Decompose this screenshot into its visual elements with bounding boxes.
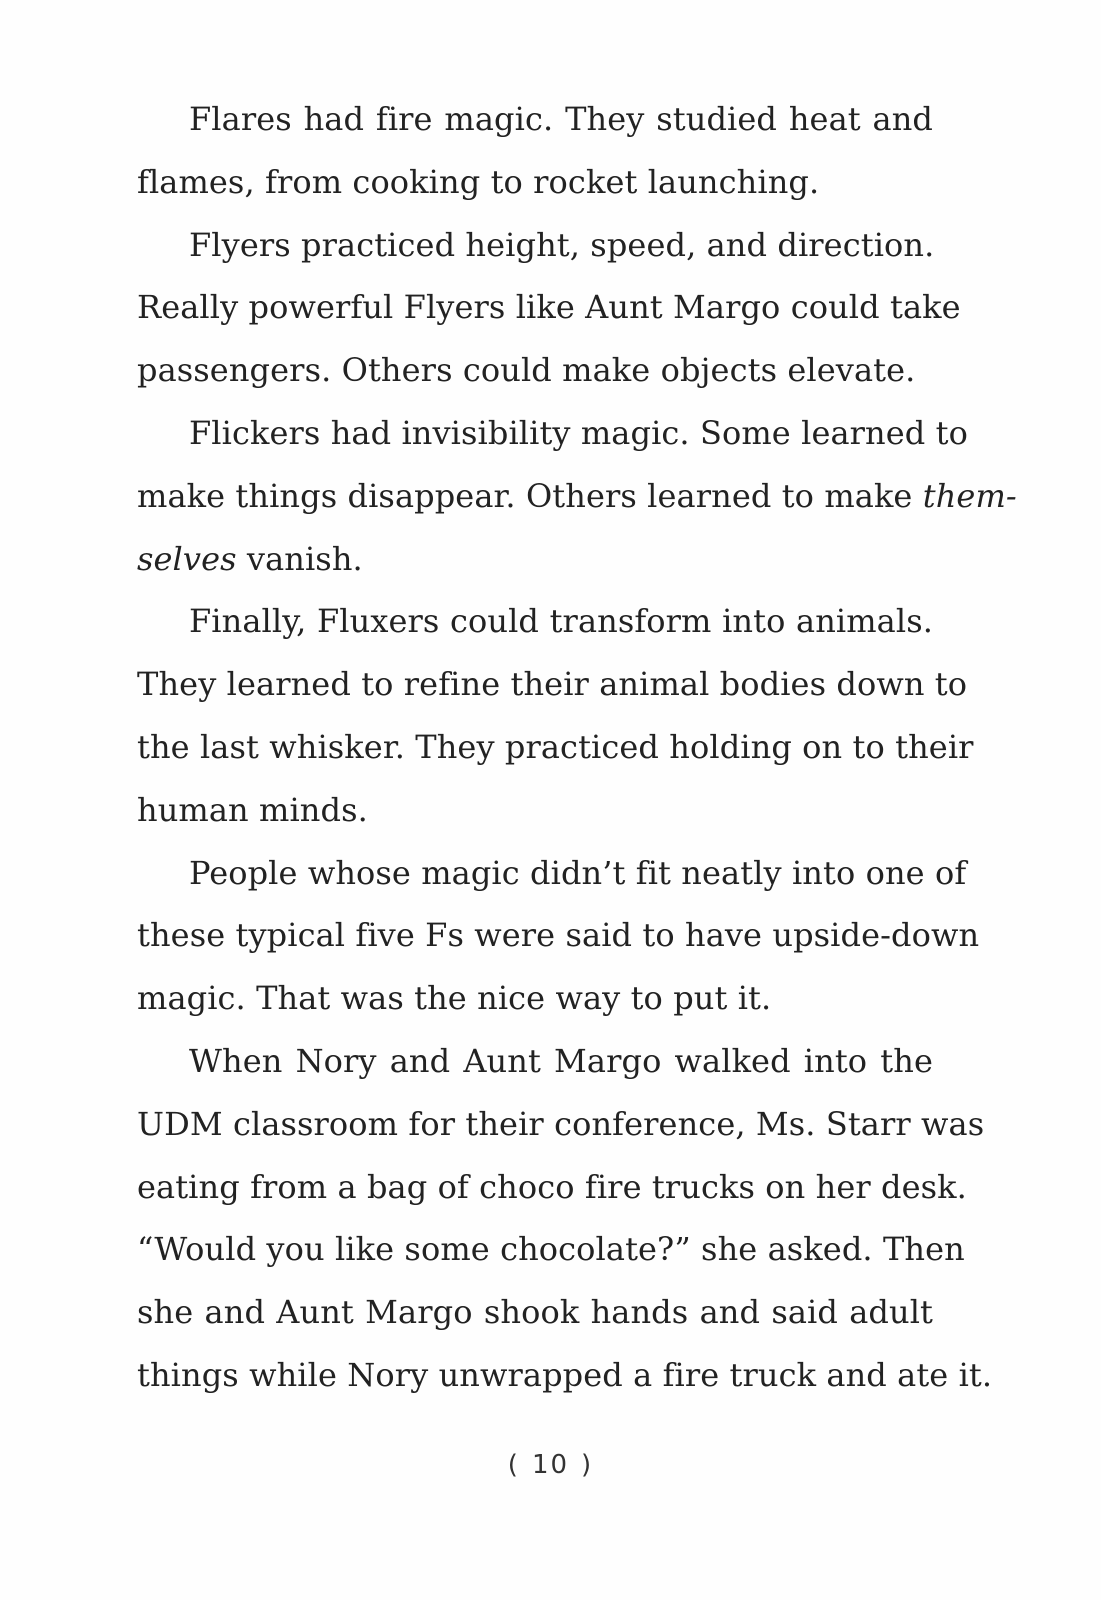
text-line: the last whisker. They practiced holding on to their [137, 727, 974, 766]
text-line: Really powerful Flyers like Aunt Margo could take [137, 288, 961, 327]
text-line: magic. That was the nice way to put it. [137, 979, 772, 1018]
paragraph-flares [137, 88, 933, 214]
text-line: passengers. Others could make objects elevate. [137, 351, 916, 390]
text-line: Flyers practiced height, speed, and direction. [189, 225, 935, 264]
page-number-value: 10 [531, 1450, 570, 1480]
page-number-close-paren: ) [581, 1450, 594, 1480]
italic-text: them- [922, 476, 1017, 515]
text-line: eating from a bag of choco fire trucks on her desk. [137, 1167, 967, 1206]
text-line: these typical five Fs were said to have upside-down [137, 916, 980, 955]
text-line: When Nory and Aunt Margo walked into the [189, 1041, 933, 1080]
text-line [137, 528, 933, 591]
text-run: make things disappear. Others learned to make [137, 476, 923, 515]
text-line: flames, from cooking to rocket launching. [137, 162, 820, 201]
paragraph-flyers [137, 214, 961, 402]
text-line: UDM classroom for their conference, Ms. Starr was [137, 1104, 985, 1143]
text-line [137, 465, 1017, 528]
paragraph-conference [137, 1030, 993, 1407]
page-number-open-paren: ( [507, 1450, 520, 1480]
text-line: Flares had fire magic. They studied heat and [189, 100, 933, 138]
text-line: “Would you like some chocolate?” she asked. Then [137, 1230, 965, 1269]
italic-text: selves [137, 539, 237, 578]
text-run: vanish. [236, 539, 363, 578]
text-line: things while Nory unwrapped a fire truck and ate it. [137, 1355, 993, 1394]
paragraph-upside-down [137, 842, 980, 1030]
text-line: she and Aunt Margo shook hands and said adult [137, 1293, 933, 1332]
text-line: They learned to refine their animal bodies down to [137, 665, 968, 704]
paragraph-fluxers [137, 590, 974, 841]
body-text [137, 88, 1017, 1407]
page-number [0, 1450, 1101, 1480]
text-line: Flickers had invisibility magic. Some learned to [189, 413, 968, 452]
text-line: human minds. [137, 790, 368, 829]
text-line: People whose magic didn’t fit neatly into one of [189, 853, 967, 892]
paragraph-flickers [137, 402, 1017, 590]
text-line: Finally, Fluxers could transform into animals. [189, 602, 933, 641]
